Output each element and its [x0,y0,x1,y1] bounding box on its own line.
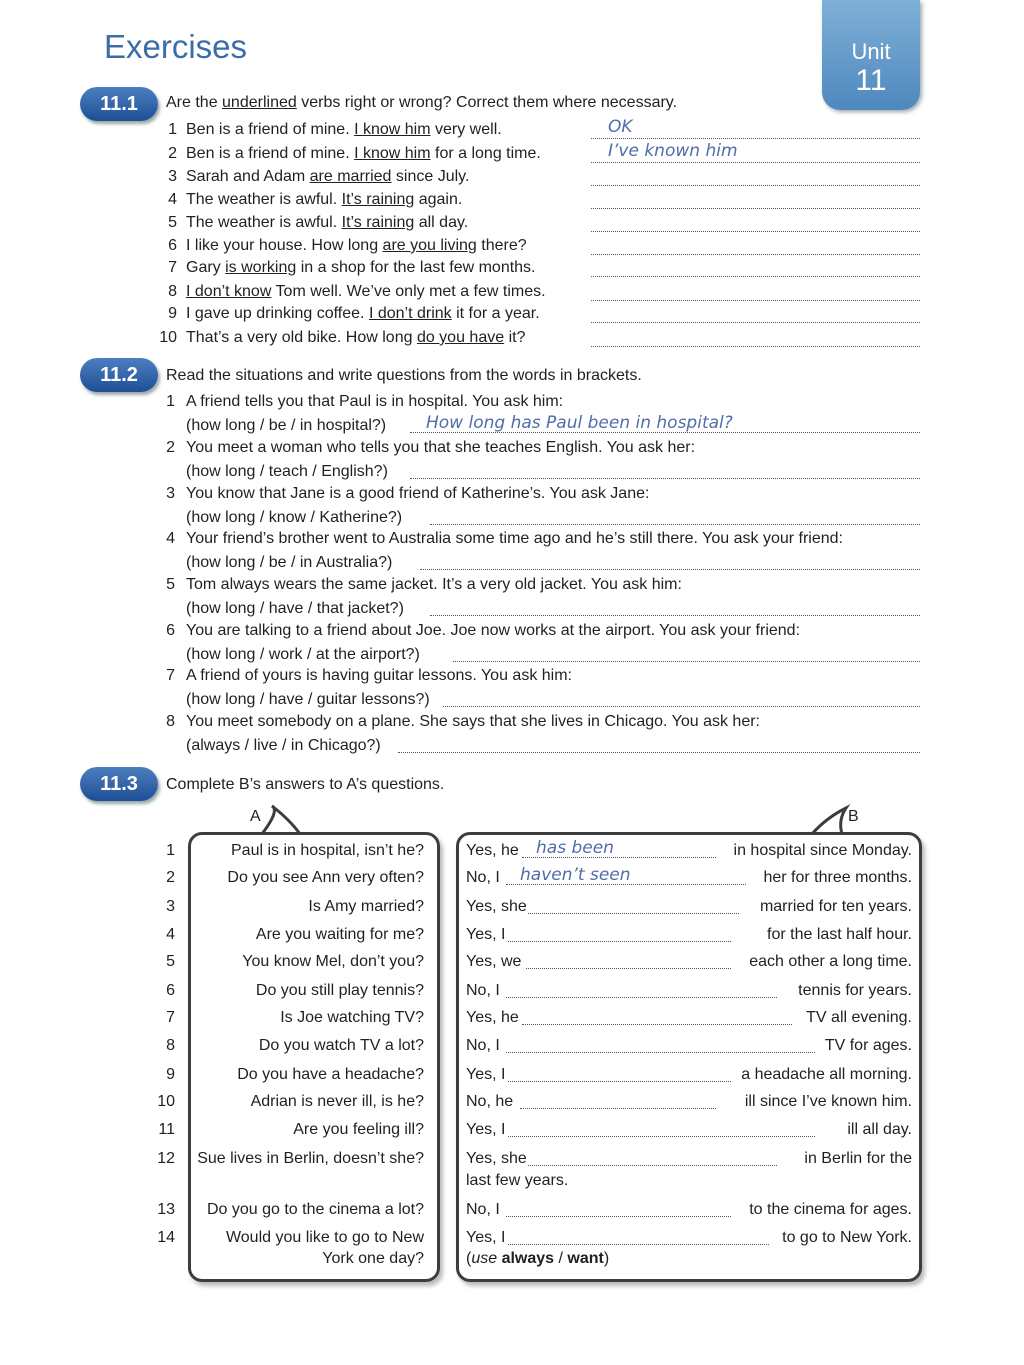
a-question: Are you waiting for me? [255,926,424,943]
exercise-instruction: Complete B’s answers to A’s questions. [166,776,445,793]
sentence-text: Tom well. We’ve only met a few times. [271,283,546,300]
bubble-tail-b [812,808,846,834]
a-question: Would you like to go to New [225,1229,424,1246]
a-question: You know Mel, don’t you? [242,953,424,970]
b-answer-start: Yes, I [466,1229,506,1246]
a-question: Do you go to the cinema a lot? [206,1201,424,1218]
item-number: 10 [157,1093,175,1110]
item-number: 9 [168,305,177,322]
b-answer-start: No, I [466,1037,500,1054]
sentence-text: That’s a very old bike. How long [186,329,417,346]
a-question: Do you have a headache? [237,1066,424,1083]
sentence-text: Ben is a friend of mine. [186,145,355,162]
answer-line[interactable] [528,913,739,914]
b-answer-start: Yes, he [466,842,519,859]
item-number: 3 [168,168,177,185]
item-number: 4 [166,530,175,547]
item-number: 7 [166,1009,175,1026]
instruction-text: Are the [166,94,223,111]
underlined-verb: is working [225,259,297,276]
sentence-text: it for a year. [451,305,540,322]
sentence-text: it? [504,329,526,346]
b-answer-end: ill all day. [847,1121,912,1138]
b-answer-start: Yes, we [466,953,522,970]
b-answer-end: to go to New York. [782,1229,912,1246]
b-answer-end: each other a long time. [749,953,912,970]
item-number: 1 [166,842,175,859]
item-number: 2 [166,869,175,886]
item-number: 9 [166,1066,175,1083]
bubble-tail-a [262,806,300,834]
item-number: 8 [168,283,177,300]
item-number: 1 [166,393,175,410]
answer-line[interactable] [508,1136,815,1137]
sentence-text: in a shop for the last few months. [296,259,536,276]
item-number: 5 [166,953,175,970]
bracket-prompt: (how long / know / Katherine?) [186,509,403,526]
a-question: Adrian is never ill, is he? [250,1093,424,1110]
answer-line[interactable] [528,1165,777,1166]
sentence-text: The weather is awful. [186,191,342,208]
b-answer-start: Yes, she [466,1150,527,1167]
b-answer-end: her for three months. [763,869,912,886]
underlined-verb: I don’t know [186,283,272,300]
instruction-underlined: underlined [222,94,297,111]
hint-use: use [471,1250,498,1267]
answer-line[interactable] [508,1244,769,1245]
a-question: Do you still play tennis? [255,982,424,999]
handwritten-answer[interactable]: How long has Paul been in hospital? [426,413,733,433]
b-answer-start: Yes, I [466,1066,506,1083]
bracket-prompt: (always / live / in Chicago?) [186,737,381,754]
answer-line[interactable] [508,941,731,942]
item-number: 10 [159,329,177,346]
hint-slash: / [554,1250,568,1267]
b-answer-start: No, he [466,1093,514,1110]
hint-want: want [567,1250,604,1267]
page-title: Exercises [104,28,248,65]
hint-paren: ) [603,1250,610,1267]
b-answer-start: Yes, I [466,1121,506,1138]
item-number: 4 [166,926,175,943]
handwritten-answer[interactable]: haven’t seen [520,865,631,885]
b-answer-end: for the last half hour. [767,926,912,943]
b-answer-end: in Berlin for the [804,1150,912,1167]
item-number: 11 [158,1121,175,1138]
item-number: 7 [166,667,175,684]
item-number: 4 [168,191,177,208]
a-question: Do you see Ann very often? [227,869,424,886]
handwritten-answer[interactable]: OK [608,117,633,137]
exercise-instruction: Read the situations and write questions from the words in brackets. [166,367,642,384]
hint-always: always [501,1250,555,1267]
b-answer-start: No, I [466,869,500,886]
b-answer-start: Yes, he [466,1009,519,1026]
item-number: 2 [166,439,175,456]
bracket-prompt: (how long / work / at the airport?) [186,646,420,663]
item-number: 3 [166,898,175,915]
answer-line[interactable] [520,1108,716,1109]
sentence-text: again. [414,191,463,208]
item-number: 7 [168,259,177,276]
sentence-text: since July. [391,168,470,185]
sentence-text: I gave up drinking coffee. [186,305,369,322]
item-number: 3 [166,485,175,502]
speaker-b-label: B [848,808,859,825]
item-number: 13 [157,1201,175,1218]
item-number: 5 [166,576,175,593]
sentence-text: Ben is a friend of mine. [186,121,355,138]
bracket-prompt: (how long / be / in Australia?) [186,554,393,571]
b-answer-continued: last few years. [466,1172,569,1189]
sentence-text: Gary [186,259,226,276]
answer-line[interactable] [522,1024,792,1025]
answer-line[interactable] [506,1052,815,1053]
a-question: Are you feeling ill? [293,1121,424,1138]
sentence-text: all day. [414,214,469,231]
situation-text: Your friend’s brother went to Australia some time ago and he’s still there. You ask your friend: [186,530,843,547]
item-number: 8 [166,1037,175,1054]
b-answer-end: in hospital since Monday. [733,842,912,859]
item-number: 12 [157,1150,175,1167]
item-number: 8 [166,713,175,730]
unit-number: 11 [855,64,887,97]
sentence-text: there? [476,237,527,254]
underlined-verb: I know him [354,121,431,138]
a-question: Do you watch TV a lot? [258,1037,424,1054]
b-answer-start: Yes, she [466,898,527,915]
b-answer-end: to the cinema for ages. [749,1201,912,1218]
b-answer-end: tennis for years. [798,982,912,999]
a-question: Sue lives in Berlin, doesn’t she? [197,1150,424,1167]
sentence-text: I like your house. How long [186,237,383,254]
b-answer-start: Yes, I [466,926,506,943]
bracket-prompt: (how long / have / that jacket?) [186,600,404,617]
underlined-verb: I don’t drink [368,305,452,322]
item-number: 14 [157,1229,175,1246]
item-number: 6 [166,982,175,999]
situation-text: Tom always wears the same jacket. It’s a very old jacket. You ask him: [186,576,682,593]
b-answer-end: a headache all morning. [741,1066,912,1083]
sentence-text: very well. [430,121,502,138]
answer-line[interactable] [506,997,777,998]
item-number: 6 [168,237,177,254]
underlined-verb: It’s raining [341,214,415,231]
bracket-prompt: (how long / have / guitar lessons?) [186,691,430,708]
b-answer-start: No, I [466,982,500,999]
instruction-text: verbs right or wrong? Correct them where necessary. [296,94,678,111]
a-question: York one day? [322,1250,424,1267]
item-number: 2 [168,145,177,162]
a-question: Is Joe watching TV? [280,1009,424,1026]
underlined-verb: It’s raining [341,191,415,208]
situation-text: You know that Jane is a good friend of Katherine’s. You ask Jane: [186,485,650,502]
unit-label: Unit [851,39,891,64]
exercise-badge-11-2: 11.2 [80,358,158,392]
hint-paren: ( [466,1250,472,1267]
underlined-verb: are married [309,168,392,185]
item-number: 5 [168,214,177,231]
sentence-text: The weather is awful. [186,214,342,231]
sentence-text: Sarah and Adam [186,168,310,185]
situation-text: You meet somebody on a plane. She says that she lives in Chicago. You ask her: [186,713,760,730]
underlined-verb: do you have [416,329,505,346]
answer-line[interactable] [506,1216,731,1217]
b-answer-end: ill since I’ve known him. [744,1093,912,1110]
handwritten-answer[interactable]: I’ve known him [608,141,738,161]
b-answer-end: TV all evening. [806,1009,912,1026]
situation-text: A friend of yours is having guitar lessons. You ask him: [186,667,572,684]
sentence-text: for a long time. [430,145,541,162]
item-number: 6 [166,622,175,639]
answer-line[interactable] [526,968,731,969]
answer-line[interactable] [508,1081,731,1082]
b-answer-end: married for ten years. [759,898,912,915]
b-answer-start: No, I [466,1201,500,1218]
item-number: 1 [168,121,177,138]
handwritten-answer[interactable]: has been [536,838,614,858]
situation-text: A friend tells you that Paul is in hospital. You ask him: [186,393,564,410]
situation-text: You meet a woman who tells you that she teaches English. You ask her: [186,439,696,456]
b-answer-end: TV for ages. [824,1037,912,1054]
bracket-prompt: (how long / teach / English?) [186,463,388,480]
bracket-prompt: (how long / be / in hospital?) [186,417,387,434]
a-question: Paul is in hospital, isn’t he? [231,842,424,859]
speaker-a-label: A [250,808,261,825]
underlined-verb: I know him [354,145,431,162]
situation-text: You are talking to a friend about Joe. Joe now works at the airport. You ask your friend: [186,622,801,639]
exercise-badge-11-3: 11.3 [80,767,158,801]
a-question: Is Amy married? [308,898,424,915]
underlined-verb: are you living [382,237,477,254]
exercise-badge-11-1: 11.1 [80,87,158,121]
hint-text [466,1250,609,1268]
